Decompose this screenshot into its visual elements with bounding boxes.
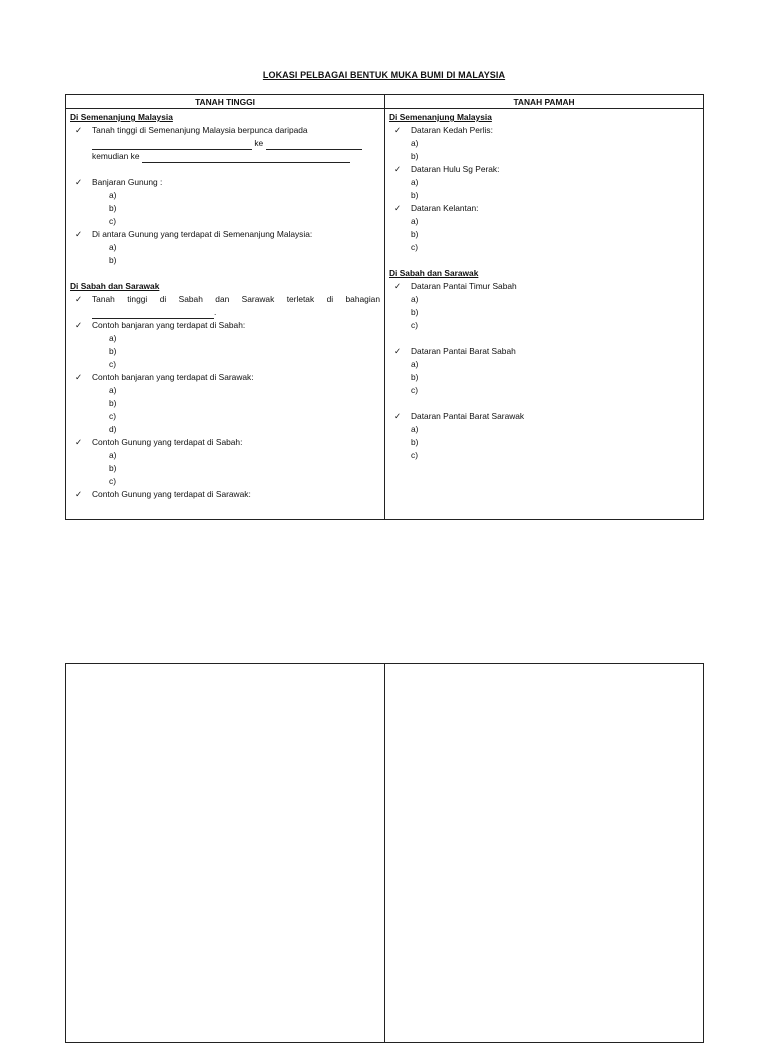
answer-blank[interactable] <box>142 153 350 163</box>
section-heading-sabah-sarawak: Di Sabah dan Sarawak <box>389 268 479 278</box>
list-item <box>70 488 380 501</box>
question-text: Tanah tinggi di Semenanjung Malaysia berpunca daripada <box>92 125 308 135</box>
question-text: Banjaran Gunung : <box>92 177 163 187</box>
option-label: c) <box>109 216 116 226</box>
option-label: c) <box>109 476 116 486</box>
check-icon: ✓ <box>394 411 402 421</box>
list-item <box>70 124 380 137</box>
answer-blank[interactable] <box>266 140 362 150</box>
option-label: c) <box>411 320 418 330</box>
option-label: a) <box>411 424 419 434</box>
list-item <box>70 293 380 306</box>
option-label: a) <box>411 359 419 369</box>
check-icon: ✓ <box>75 177 83 187</box>
blank-answer-table <box>65 663 704 1043</box>
option-label: a) <box>109 450 117 460</box>
question-text: Contoh banjaran yang terdapat di Sarawak: <box>92 372 254 382</box>
list-item <box>70 436 380 449</box>
blank-answer-cell-left[interactable] <box>66 664 385 1043</box>
page-title: LOKASI PELBAGAI BENTUK MUKA BUMI DI MALAYSIA <box>262 70 506 80</box>
option-label: b) <box>411 229 419 239</box>
list-item <box>389 280 699 293</box>
check-icon: ✓ <box>75 125 83 135</box>
list-item <box>70 228 380 241</box>
check-icon: ✓ <box>75 489 83 499</box>
tanah-pamah-cell <box>385 109 704 520</box>
question-text: Dataran Kedah Perlis: <box>411 125 493 135</box>
option-label: c) <box>411 450 418 460</box>
check-icon: ✓ <box>75 320 83 330</box>
option-label: d) <box>109 424 117 434</box>
column-header-tanah-tinggi: TANAH TINGGI <box>66 95 385 109</box>
option-label: c) <box>411 385 418 395</box>
connector-text: kemudian ke <box>92 151 140 161</box>
question-text: Di antara Gunung yang terdapat di Semenanjung Malaysia: <box>92 229 313 239</box>
option-label: b) <box>109 398 117 408</box>
list-item <box>389 124 699 137</box>
list-item <box>70 371 380 384</box>
option-label: b) <box>411 372 419 382</box>
check-icon: ✓ <box>75 437 83 447</box>
column-header-tanah-pamah: TANAH PAMAH <box>385 95 704 109</box>
option-label: a) <box>109 385 117 395</box>
check-icon: ✓ <box>75 294 83 304</box>
question-text: Contoh banjaran yang terdapat di Sabah: <box>92 320 246 330</box>
question-text: Dataran Hulu Sg Perak: <box>411 164 500 174</box>
option-label: a) <box>411 294 419 304</box>
section-heading-semenanjung: Di Semenanjung Malaysia <box>389 112 492 122</box>
check-icon: ✓ <box>394 281 402 291</box>
list-item <box>389 345 699 358</box>
question-text: Tanah tinggi di Sabah dan Sarawak terletak di bahagian <box>92 294 380 304</box>
option-label: b) <box>109 346 117 356</box>
blank-answer-cell-right[interactable] <box>385 664 704 1043</box>
option-label: a) <box>109 333 117 343</box>
end-punctuation: . <box>214 307 217 317</box>
option-label: a) <box>109 242 117 252</box>
option-label: a) <box>411 177 419 187</box>
section-heading-sabah-sarawak: Di Sabah dan Sarawak <box>70 281 160 291</box>
question-text: Dataran Pantai Barat Sarawak <box>411 411 525 421</box>
connector-text: ke <box>254 138 264 148</box>
answer-line-row <box>70 306 380 319</box>
check-icon: ✓ <box>394 203 402 213</box>
tanah-tinggi-cell <box>66 109 385 520</box>
list-item <box>389 202 699 215</box>
check-icon: ✓ <box>394 164 402 174</box>
option-label: a) <box>411 138 419 148</box>
question-text: Dataran Kelantan: <box>411 203 479 213</box>
option-label: c) <box>411 242 418 252</box>
worksheet-table <box>65 94 704 520</box>
check-icon: ✓ <box>75 229 83 239</box>
question-text: Contoh Gunung yang terdapat di Sarawak: <box>92 489 251 499</box>
question-text: Contoh Gunung yang terdapat di Sabah: <box>92 437 243 447</box>
question-text: Dataran Pantai Timur Sabah <box>411 281 517 291</box>
list-item <box>389 410 699 423</box>
option-label: b) <box>411 307 419 317</box>
option-label: b) <box>411 437 419 447</box>
answer-line-row <box>70 137 380 150</box>
option-label: a) <box>411 216 419 226</box>
answer-blank[interactable] <box>92 140 252 150</box>
option-label: c) <box>109 411 116 421</box>
answer-line-row <box>70 150 380 163</box>
section-heading-semenanjung: Di Semenanjung Malaysia <box>70 112 173 122</box>
check-icon: ✓ <box>394 346 402 356</box>
option-label: a) <box>109 190 117 200</box>
check-icon: ✓ <box>75 372 83 382</box>
option-label: b) <box>109 255 117 265</box>
check-icon: ✓ <box>394 125 402 135</box>
option-label: b) <box>109 463 117 473</box>
list-item <box>70 319 380 332</box>
option-label: c) <box>109 359 116 369</box>
question-text: Dataran Pantai Barat Sabah <box>411 346 516 356</box>
option-label: b) <box>411 190 419 200</box>
option-label: b) <box>411 151 419 161</box>
list-item <box>70 176 380 189</box>
list-item <box>389 163 699 176</box>
answer-blank[interactable] <box>92 307 217 319</box>
option-label: b) <box>109 203 117 213</box>
